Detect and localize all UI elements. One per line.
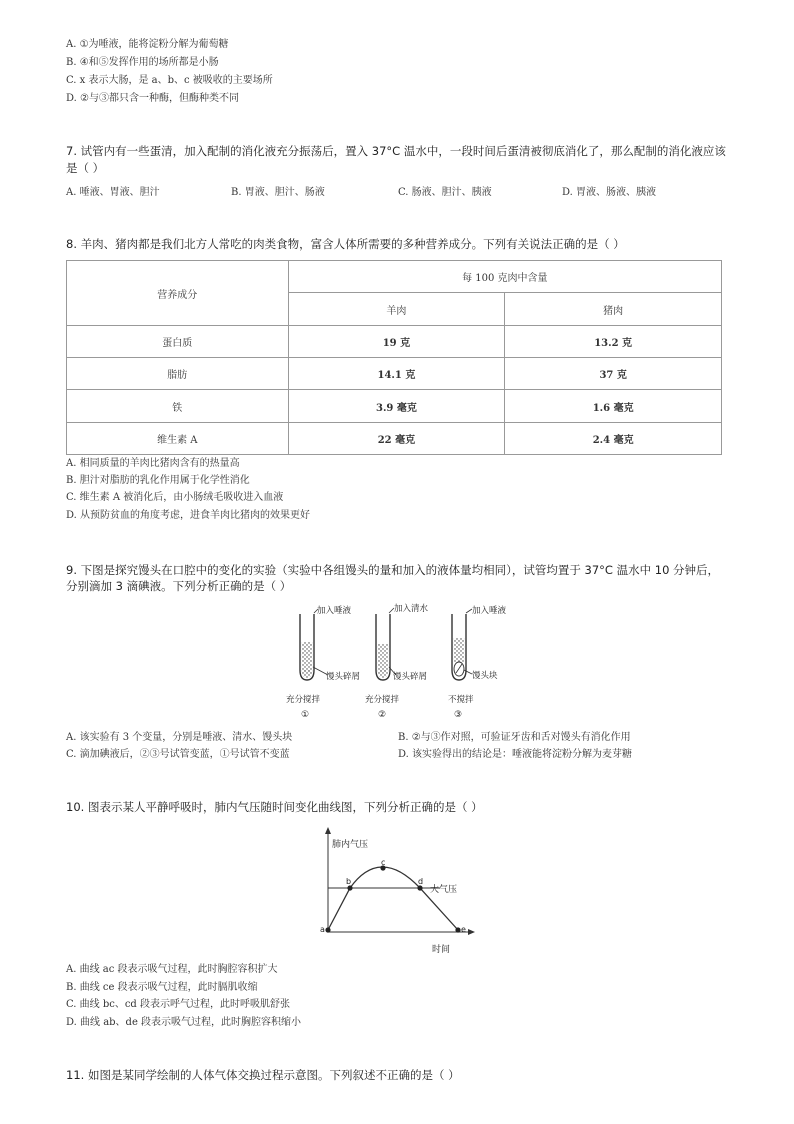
q7-stem-line2: 是（ ） [66, 161, 105, 175]
row-name: 蛋白质 [67, 326, 289, 358]
pork-value: 2.4 毫克 [505, 423, 722, 455]
q8-option-a: A. 相同质量的羊肉比猪肉含有的热量高 [66, 458, 240, 469]
table-header-nutrient: 营养成分 [67, 261, 289, 326]
tube1-top-label: 加入唾液 [317, 606, 352, 616]
mutton-value: 19 克 [288, 326, 505, 358]
row-name: 铁 [67, 390, 289, 423]
tube3-bottom-label: 不搅拌 [448, 695, 474, 705]
pork-value: 13.2 克 [505, 326, 722, 358]
table-row [67, 423, 722, 455]
q9-stem-line1: 9. 下图是探究馒头在口腔中的变化的实验（实验中各组馒头的量和加入的液体量均相同），试管均置于 37°C 温水中 10 分钟后， [66, 563, 720, 577]
label-d: d [418, 877, 424, 886]
q10-stem: 10. 图表示某人平静呼吸时，肺内气压随时间变化曲线图，下列分析正确的是（ ） [66, 800, 483, 814]
label-e: e [461, 925, 466, 934]
label-c: c [381, 858, 386, 867]
q10-option-a: A. 曲线 ac 段表示吸气过程，此时胸腔容积扩大 [66, 964, 278, 975]
row-name: 维生素 A [67, 423, 289, 455]
q6-option-b: B. ④和⑤发挥作用的场所都是小肠 [66, 57, 219, 68]
point-d [417, 885, 422, 890]
tube2-number: ② [378, 710, 387, 720]
q6-option-d: D. ②与③都只含一种酶，但酶种类不同 [66, 93, 239, 104]
tube1-side-label: 馒头碎屑 [326, 672, 361, 682]
table-row [67, 390, 722, 423]
point-b [347, 885, 352, 890]
q6-option-a: A. ①为唾液，能将淀粉分解为葡萄糖 [66, 39, 229, 50]
mutton-value: 22 毫克 [288, 423, 505, 455]
q9-stem-line2: 分别滴加 3 滴碘液。下列分析正确的是（ ） [66, 579, 292, 593]
tube1-number: ① [301, 710, 310, 720]
pork-value: 1.6 毫克 [505, 390, 722, 423]
tube3-number: ③ [454, 710, 463, 720]
y-axis-arrow [325, 827, 331, 834]
table-row [67, 358, 722, 390]
q8-option-d: D. 从预防贫血的角度考虑，进食羊肉比猪肉的效果更好 [66, 510, 311, 521]
nutrition-table [66, 260, 722, 455]
q6-option-c: C. x 表示大肠，是 a、b、c 被吸收的主要场所 [66, 75, 273, 86]
test-tube-2 [376, 608, 396, 680]
q8-option-b: B. 胆汁对脂肪的乳化作用属于化学性消化 [66, 475, 250, 486]
q9-option-a: A. 该实验有 3 个变量，分别是唾液、清水、馒头块 [66, 732, 293, 743]
tube2-side-label: 馒头碎屑 [393, 672, 428, 682]
x-axis-label: 时间 [432, 945, 451, 955]
q9-option-c: C. 滴加碘液后，②③号试管变蓝，①号试管不变蓝 [66, 749, 290, 760]
label-a: a [320, 925, 325, 934]
q7-option-c: C. 肠液、胆汁、胰液 [398, 187, 492, 198]
tube2-top-label: 加入清水 [394, 604, 429, 614]
table-header-pork: 猪肉 [505, 293, 722, 326]
tube1-bottom-label: 充分搅拌 [286, 695, 321, 705]
mutton-value: 3.9 毫克 [288, 390, 505, 423]
tube2-bottom-label: 充分搅拌 [365, 695, 400, 705]
table-header-mutton: 羊肉 [288, 293, 505, 326]
line-label: 大气压 [430, 885, 458, 895]
q9-option-b: B. ②与③作对照，可验证牙齿和舌对馒头有消化作用 [398, 732, 631, 743]
table-row [67, 326, 722, 358]
q10-option-b: B. 曲线 ce 段表示吸气过程，此时膈肌收缩 [66, 982, 258, 993]
q10-option-c: C. 曲线 bc、cd 段表示呼气过程，此时呼吸肌舒张 [66, 999, 291, 1010]
tube3-top-label: 加入唾液 [472, 606, 507, 616]
x-axis-arrow [468, 929, 475, 935]
q7-option-b: B. 胃液、胆汁、肠液 [231, 187, 325, 198]
q11-stem: 11. 如图是某同学绘制的人体气体交换过程示意图。下列叙述不正确的是（ ） [66, 1068, 460, 1082]
q7-option-a: A. 唾液、胃液、胆汁 [66, 187, 160, 198]
test-tube-3 [452, 609, 472, 680]
point-a [325, 927, 330, 932]
q10-option-d: D. 曲线 ab、de 段表示吸气过程，此时胸腔容积缩小 [66, 1017, 302, 1028]
mutton-value: 14.1 克 [288, 358, 505, 390]
q8-option-c: C. 维生素 A 被消化后，由小肠绒毛吸收进入血液 [66, 492, 284, 503]
label-b: b [346, 877, 352, 886]
row-name: 脂肪 [67, 358, 289, 390]
point-e [455, 927, 460, 932]
test-tube-figure [270, 600, 530, 724]
table-header-per100g: 每 100 克肉中含量 [288, 261, 721, 293]
q9-option-d: D. 该实验得出的结论是：唾液能将淀粉分解为麦芽糖 [398, 749, 633, 760]
pork-value: 37 克 [505, 358, 722, 390]
tube3-side-label: 馒头块 [472, 671, 498, 681]
y-axis-label: 肺内气压 [332, 840, 369, 850]
pressure-chart [312, 826, 482, 960]
q8-stem: 8. 羊肉、猪肉都是我们北方人常吃的肉类食物，富含人体所需要的多种营养成分。下列有关说法正确的是（ ） [66, 237, 625, 251]
q7-stem-line1: 7. 试管内有一些蛋清，加入配制的消化液充分振荡后，置入 37°C 温水中，一段时间后蛋清被彻底消化了，那么配制的消化液应该 [66, 144, 726, 158]
test-tube-1 [300, 609, 328, 680]
q7-option-d: D. 胃液、肠液、胰液 [562, 187, 657, 198]
